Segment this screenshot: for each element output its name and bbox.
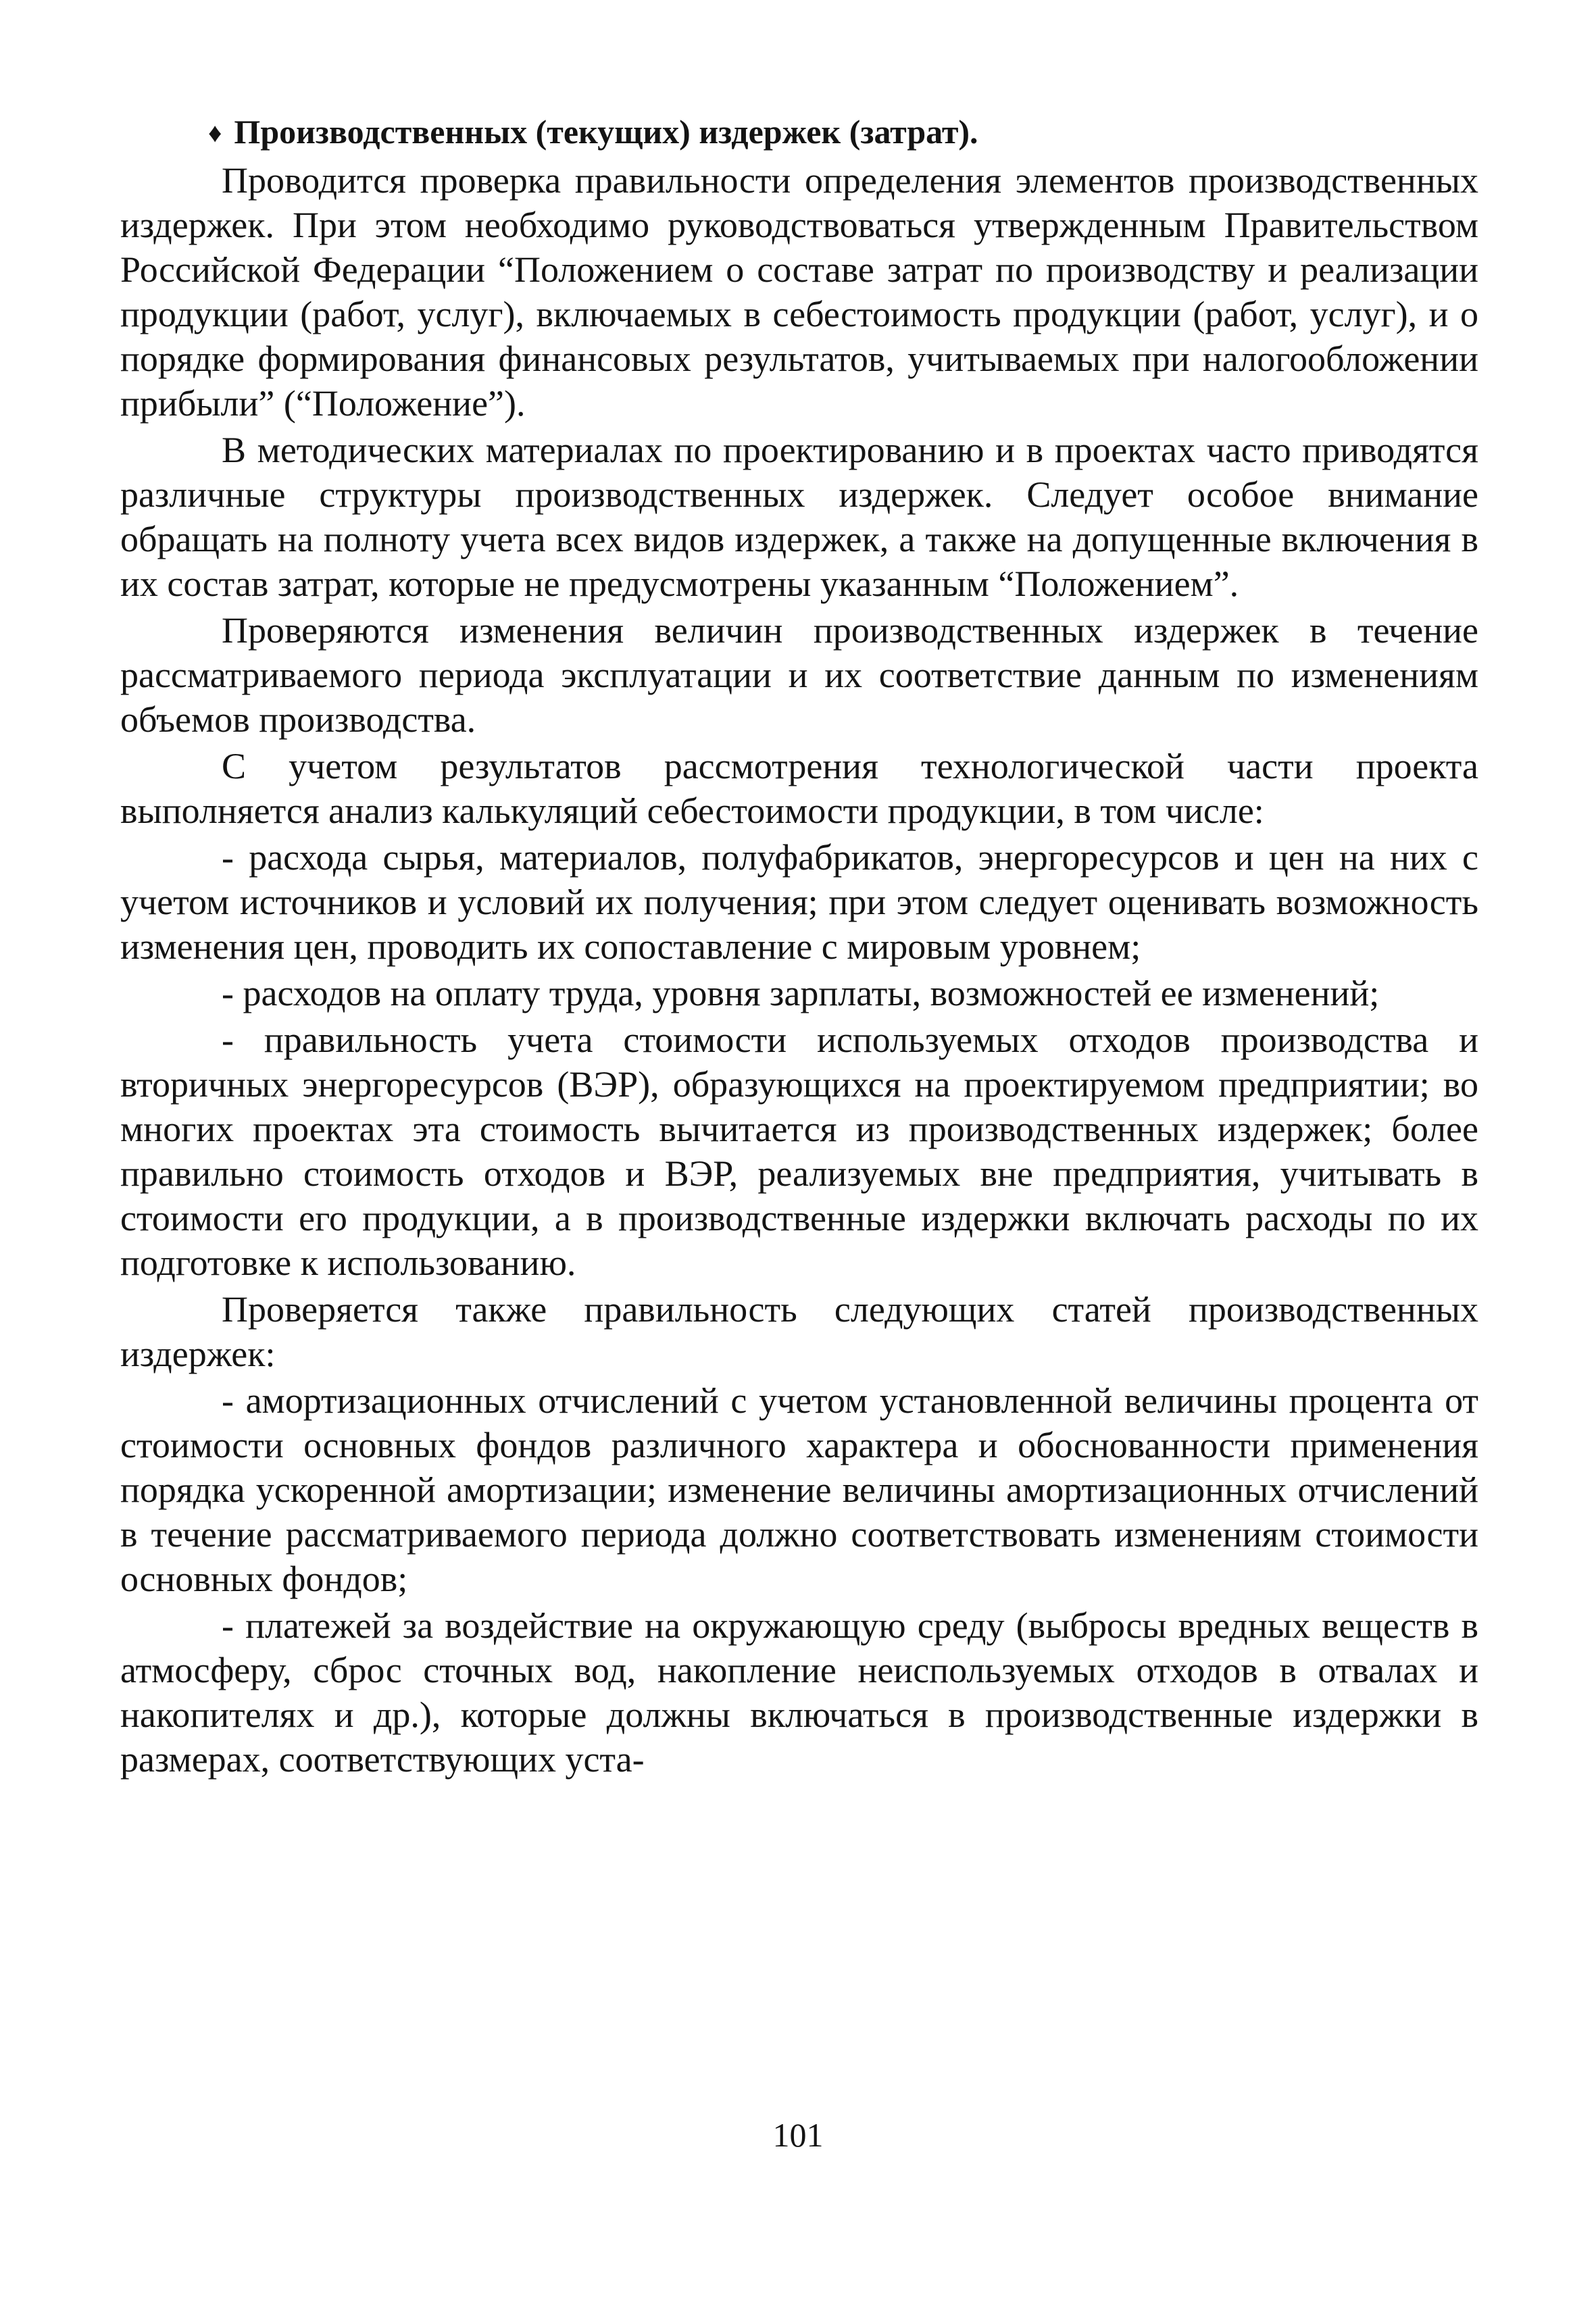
diamond-bullet-icon: ♦ [208, 118, 222, 148]
page-number: 101 [772, 2116, 824, 2154]
list-item-raw-materials: - расхода сырья, материалов, полуфабрикатов, энергоресурсов и цен на них с учетом источников и условий их получения; при этом следует оценивать возможность изменения цен, проводить их сопоставление с мировым уровнем; [120, 837, 1478, 967]
list-item-depreciation: - амортизационных отчислений с учетом установленной величины процента от стоимости основных фондов различного характера и обоснованности применения порядка ускоренной амортизации; изменение величины амортизационных отчислений в течение рассматриваемого периода должно соответствовать изменениям стоимости основных фондов; [120, 1380, 1478, 1599]
list-item-labor-costs: - расходов на оплату труда, уровня зарплаты, возможностей ее изменений; [222, 973, 1380, 1013]
paragraph-3: Проверяются изменения величин производственных издержек в течение рассматриваемого периода эксплуатации и их соответствие данным по изменениям объемов производства. [120, 610, 1478, 740]
paragraph-2: В методических материалах по проектированию и в проектах часто приводятся различные структуры производственных издержек. Следует особое внимание обращать на полноту учета всех видов издержек, а также на допущенные включения в их состав затрат, которые не предусмотрены указанным “Положением”. [120, 430, 1478, 604]
section-heading-text: Производственных (текущих) издержек (затрат). [234, 113, 978, 151]
list-item-waste-accounting: - правильность учета стоимости используемых отходов производства и вторичных энергоресурсов (ВЭР), образующихся на проектируемом предприятии; во многих проектах эта стоимость вычитается из производственных издержек; более правильно стоимость отходов и ВЭР, реализуемых вне предприятия, учитывать в стоимости его продукции, а в производственные издержки включать расходы по их подготовке к использованию. [120, 1020, 1478, 1283]
list-item-environment-payments: - платежей за воздействие на окружающую среду (выбросы вредных веществ в атмосферу, сброс сточных вод, накопление неиспользуемых отходов в отвалах и накопителях и др.), которые должны включаться в производственные издержки в размерах, соответствующих уста- [120, 1605, 1478, 1780]
section-heading [120, 108, 1478, 157]
paragraph-1: Проводится проверка правильности определения элементов производственных издержек. При этом необходимо руководствоваться утвержденным Правительством Российской Федерации “Положением о составе затрат по производству и реализации продукции (работ, услуг), включаемых в себестоимость продукции (работ, услуг), и о порядке формирования финансовых результатов, учитываемых при налогообложении прибыли” (“Положение”). [120, 160, 1478, 424]
paragraph-5: Проверяется также правильность следующих статей производственных издержек: [120, 1289, 1478, 1374]
paragraph-4: С учетом результатов рассмотрения технологической части проекта выполняется анализ калькуляций себестоимости продукции, в том числе: [120, 746, 1478, 831]
body-text [120, 108, 1478, 1784]
